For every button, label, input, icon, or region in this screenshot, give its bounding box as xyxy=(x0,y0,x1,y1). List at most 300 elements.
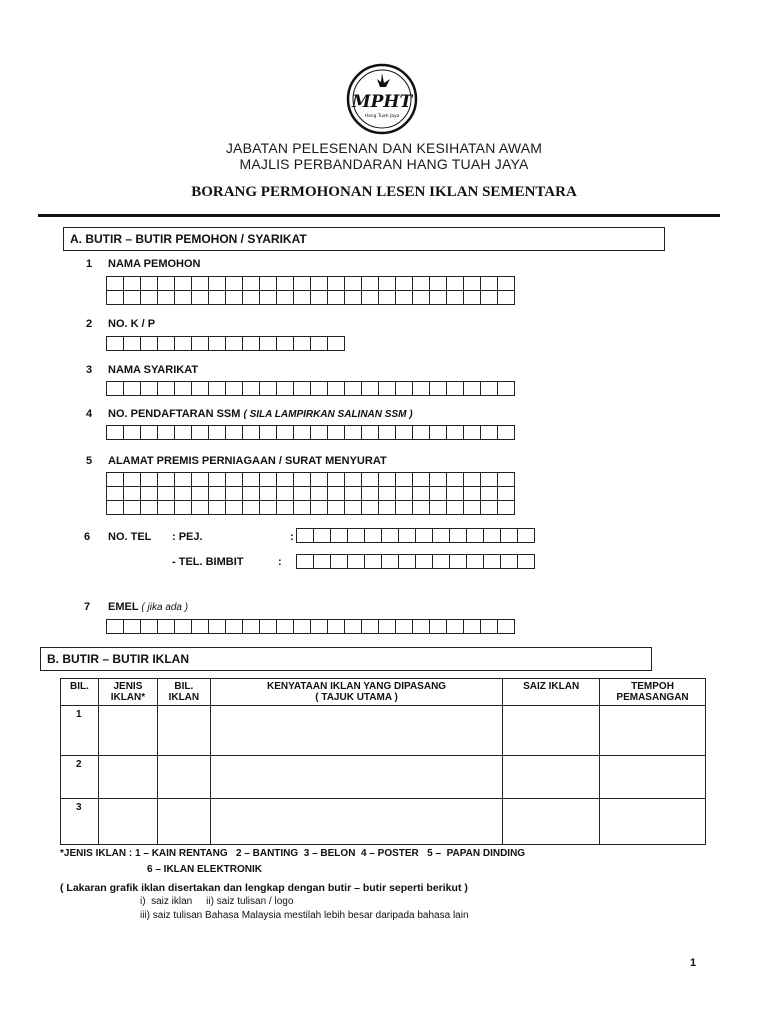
char-box[interactable] xyxy=(107,620,124,634)
char-box[interactable] xyxy=(365,555,382,569)
char-box[interactable] xyxy=(447,620,464,634)
char-box[interactable] xyxy=(379,473,396,487)
char-box[interactable] xyxy=(226,277,243,291)
char-box[interactable] xyxy=(328,473,345,487)
grid-row xyxy=(107,337,345,351)
field-label-nama-syarikat: NAMA SYARIKAT xyxy=(108,364,199,376)
char-box[interactable] xyxy=(175,487,192,501)
char-box[interactable] xyxy=(379,426,396,440)
field-label-nama-pemohon: NAMA PEMOHON xyxy=(108,258,201,270)
char-box[interactable] xyxy=(192,487,209,501)
char-box[interactable] xyxy=(311,382,328,396)
char-box[interactable] xyxy=(192,426,209,440)
char-box[interactable] xyxy=(277,473,294,487)
cell-kenyataan[interactable] xyxy=(210,799,502,845)
grid-row xyxy=(107,426,515,440)
grid-row xyxy=(107,487,515,501)
char-box[interactable] xyxy=(396,277,413,291)
char-box[interactable] xyxy=(447,382,464,396)
char-box[interactable] xyxy=(498,473,515,487)
char-box[interactable] xyxy=(382,529,399,543)
char-box[interactable] xyxy=(365,529,382,543)
field-label-pejabat: : PEJ. xyxy=(172,531,203,543)
field-number: 3 xyxy=(86,364,93,376)
input-grid-no-ssm[interactable] xyxy=(106,425,515,440)
char-box[interactable] xyxy=(175,473,192,487)
cell-kenyataan[interactable] xyxy=(210,756,502,799)
field-number: 2 xyxy=(86,318,93,330)
char-box[interactable] xyxy=(498,426,515,440)
field-number: 6 xyxy=(84,531,91,543)
col-header-tempoh: TEMPOH PEMASANGAN xyxy=(600,679,706,706)
char-box[interactable] xyxy=(243,291,260,305)
char-box[interactable] xyxy=(124,487,141,501)
char-box[interactable] xyxy=(328,382,345,396)
char-box[interactable] xyxy=(382,555,399,569)
char-box[interactable] xyxy=(243,382,260,396)
char-box[interactable] xyxy=(311,487,328,501)
char-box[interactable] xyxy=(311,337,328,351)
cell-saiz[interactable] xyxy=(503,799,600,845)
char-box[interactable] xyxy=(314,555,331,569)
char-box[interactable] xyxy=(396,487,413,501)
char-box[interactable] xyxy=(175,501,192,515)
cell-jenis-iklan[interactable] xyxy=(98,756,157,799)
char-box[interactable] xyxy=(413,473,430,487)
char-box[interactable] xyxy=(192,277,209,291)
council-logo xyxy=(346,63,418,135)
char-box[interactable] xyxy=(175,337,192,351)
char-box[interactable] xyxy=(294,620,311,634)
char-box[interactable] xyxy=(396,291,413,305)
char-box[interactable] xyxy=(447,487,464,501)
char-box[interactable] xyxy=(501,555,518,569)
char-box[interactable] xyxy=(141,620,158,634)
char-box[interactable] xyxy=(141,382,158,396)
char-box[interactable] xyxy=(518,555,535,569)
char-box[interactable] xyxy=(311,277,328,291)
char-box[interactable] xyxy=(192,291,209,305)
char-box[interactable] xyxy=(379,501,396,515)
input-grid-nama-pemohon[interactable] xyxy=(106,276,515,305)
char-box[interactable] xyxy=(311,620,328,634)
input-grid-tel-bimbit[interactable] xyxy=(296,554,535,569)
char-box[interactable] xyxy=(416,555,433,569)
char-box[interactable] xyxy=(294,473,311,487)
cell-saiz[interactable] xyxy=(503,756,600,799)
char-box[interactable] xyxy=(345,277,362,291)
cell-bil-iklan[interactable] xyxy=(157,706,210,756)
char-box[interactable] xyxy=(433,555,450,569)
char-box[interactable] xyxy=(481,277,498,291)
char-box[interactable] xyxy=(481,382,498,396)
table-row xyxy=(61,756,706,799)
char-box[interactable] xyxy=(450,529,467,543)
char-box[interactable] xyxy=(447,277,464,291)
char-box[interactable] xyxy=(209,501,226,515)
advert-details-table xyxy=(60,678,706,845)
char-box[interactable] xyxy=(175,426,192,440)
char-box[interactable] xyxy=(277,277,294,291)
char-box[interactable] xyxy=(226,382,243,396)
char-box[interactable] xyxy=(328,501,345,515)
char-box[interactable] xyxy=(226,337,243,351)
char-box[interactable] xyxy=(311,426,328,440)
char-box[interactable] xyxy=(209,487,226,501)
char-box[interactable] xyxy=(430,277,447,291)
char-box[interactable] xyxy=(260,501,277,515)
char-box[interactable] xyxy=(328,277,345,291)
cell-jenis-iklan[interactable] xyxy=(98,799,157,845)
char-box[interactable] xyxy=(464,473,481,487)
input-grid-nama-syarikat[interactable] xyxy=(106,381,515,396)
char-box[interactable] xyxy=(192,382,209,396)
char-box[interactable] xyxy=(243,426,260,440)
char-box[interactable] xyxy=(277,337,294,351)
char-box[interactable] xyxy=(484,555,501,569)
char-box[interactable] xyxy=(158,487,175,501)
char-box[interactable] xyxy=(209,337,226,351)
char-box[interactable] xyxy=(277,501,294,515)
char-box[interactable] xyxy=(260,337,277,351)
grid-row xyxy=(107,382,515,396)
lakaran-item-2: iii) saiz tulisan Bahasa Malaysia mestilah lebih besar daripada bahasa lain xyxy=(140,910,469,921)
char-box[interactable] xyxy=(243,620,260,634)
char-box[interactable] xyxy=(209,620,226,634)
char-box[interactable] xyxy=(294,337,311,351)
char-box[interactable] xyxy=(345,620,362,634)
char-box[interactable] xyxy=(396,501,413,515)
char-box[interactable] xyxy=(348,555,365,569)
char-box[interactable] xyxy=(379,487,396,501)
char-box[interactable] xyxy=(226,426,243,440)
char-box[interactable] xyxy=(464,291,481,305)
char-box[interactable] xyxy=(498,277,515,291)
kenyataan-title: KENYATAAN IKLAN YANG DIPASANG xyxy=(266,681,447,692)
char-box[interactable] xyxy=(348,529,365,543)
char-box[interactable] xyxy=(260,277,277,291)
char-box[interactable] xyxy=(447,501,464,515)
char-box[interactable] xyxy=(416,529,433,543)
char-box[interactable] xyxy=(413,277,430,291)
char-box[interactable] xyxy=(260,291,277,305)
char-box[interactable] xyxy=(107,426,124,440)
char-box[interactable] xyxy=(107,337,124,351)
char-box[interactable] xyxy=(447,473,464,487)
kenyataan-subtitle: ( TAJUK UTAMA ) xyxy=(315,692,398,703)
char-box[interactable] xyxy=(396,382,413,396)
section-b-header: B. BUTIR – BUTIR IKLAN xyxy=(40,647,652,671)
char-box[interactable] xyxy=(481,487,498,501)
char-box[interactable] xyxy=(124,291,141,305)
char-box[interactable] xyxy=(379,620,396,634)
char-box[interactable] xyxy=(311,473,328,487)
char-box[interactable] xyxy=(124,277,141,291)
char-box[interactable] xyxy=(481,291,498,305)
char-box[interactable] xyxy=(260,382,277,396)
input-grid-no-kp[interactable] xyxy=(106,336,345,351)
char-box[interactable] xyxy=(481,501,498,515)
char-box[interactable] xyxy=(107,382,124,396)
char-box[interactable] xyxy=(498,487,515,501)
char-box[interactable] xyxy=(294,382,311,396)
grid-row xyxy=(107,291,515,305)
char-box[interactable] xyxy=(447,426,464,440)
char-box[interactable] xyxy=(107,291,124,305)
char-box[interactable] xyxy=(379,382,396,396)
input-grid-emel[interactable] xyxy=(106,619,515,634)
char-box[interactable] xyxy=(362,620,379,634)
char-box[interactable] xyxy=(396,426,413,440)
char-box[interactable] xyxy=(314,529,331,543)
char-box[interactable] xyxy=(464,382,481,396)
char-box[interactable] xyxy=(481,426,498,440)
grid-row xyxy=(107,277,515,291)
char-box[interactable] xyxy=(328,487,345,501)
char-box[interactable] xyxy=(331,529,348,543)
char-box[interactable] xyxy=(141,473,158,487)
char-box[interactable] xyxy=(158,426,175,440)
char-box[interactable] xyxy=(467,529,484,543)
char-box[interactable] xyxy=(226,291,243,305)
char-box[interactable] xyxy=(345,487,362,501)
char-box[interactable] xyxy=(311,501,328,515)
char-box[interactable] xyxy=(192,473,209,487)
char-box[interactable] xyxy=(124,473,141,487)
char-box[interactable] xyxy=(464,277,481,291)
char-box[interactable] xyxy=(141,487,158,501)
char-box[interactable] xyxy=(331,555,348,569)
char-box[interactable] xyxy=(294,426,311,440)
char-box[interactable] xyxy=(464,501,481,515)
char-box[interactable] xyxy=(362,426,379,440)
char-box[interactable] xyxy=(498,382,515,396)
char-box[interactable] xyxy=(209,277,226,291)
cell-saiz[interactable] xyxy=(503,706,600,756)
emel-label-text: EMEL xyxy=(108,601,139,613)
char-box[interactable] xyxy=(124,382,141,396)
ssm-label-text: NO. PENDAFTARAN SSM xyxy=(108,408,241,420)
emel-note: ( jika ada ) xyxy=(141,602,189,613)
char-box[interactable] xyxy=(158,382,175,396)
char-box[interactable] xyxy=(141,277,158,291)
char-box[interactable] xyxy=(450,555,467,569)
char-box[interactable] xyxy=(430,487,447,501)
char-box[interactable] xyxy=(362,382,379,396)
char-box[interactable] xyxy=(362,501,379,515)
cell-jenis-iklan[interactable] xyxy=(98,706,157,756)
char-box[interactable] xyxy=(345,501,362,515)
char-box[interactable] xyxy=(209,426,226,440)
department-name: JABATAN PELESENAN DAN KESIHATAN AWAM xyxy=(225,140,543,156)
char-box[interactable] xyxy=(277,291,294,305)
char-box[interactable] xyxy=(518,529,535,543)
cell-tempoh[interactable] xyxy=(600,706,706,756)
char-box[interactable] xyxy=(362,291,379,305)
char-box[interactable] xyxy=(243,501,260,515)
char-box[interactable] xyxy=(467,555,484,569)
char-box[interactable] xyxy=(124,501,141,515)
char-box[interactable] xyxy=(226,501,243,515)
char-box[interactable] xyxy=(226,620,243,634)
char-box[interactable] xyxy=(297,555,314,569)
char-box[interactable] xyxy=(294,277,311,291)
char-box[interactable] xyxy=(243,277,260,291)
char-box[interactable] xyxy=(175,382,192,396)
field-number: 4 xyxy=(86,408,93,420)
char-box[interactable] xyxy=(226,473,243,487)
jenis-iklan-legend: *JENIS IKLAN : 1 – KAIN RENTANG 2 – BANTING 3 – BELON 4 – POSTER 5 – PAPAN DINDING xyxy=(60,848,526,859)
char-box[interactable] xyxy=(175,620,192,634)
char-box[interactable] xyxy=(328,337,345,351)
char-box[interactable] xyxy=(311,291,328,305)
char-box[interactable] xyxy=(413,501,430,515)
char-box[interactable] xyxy=(260,620,277,634)
input-grid-alamat[interactable] xyxy=(106,472,515,515)
field-label-tel-bimbit: - TEL. BIMBIT xyxy=(172,556,244,568)
lakaran-item-1: i) saiz iklan ii) saiz tulisan / logo xyxy=(140,896,294,907)
char-box[interactable] xyxy=(107,487,124,501)
char-box[interactable] xyxy=(294,487,311,501)
char-box[interactable] xyxy=(107,473,124,487)
char-box[interactable] xyxy=(226,487,243,501)
char-box[interactable] xyxy=(362,277,379,291)
char-box[interactable] xyxy=(481,620,498,634)
council-name: MAJLIS PERBANDARAN HANG TUAH JAYA xyxy=(239,156,529,172)
char-box[interactable] xyxy=(107,277,124,291)
char-box[interactable] xyxy=(124,337,141,351)
row-number: 3 xyxy=(61,799,99,845)
char-box[interactable] xyxy=(413,382,430,396)
char-box[interactable] xyxy=(501,529,518,543)
char-box[interactable] xyxy=(192,501,209,515)
char-box[interactable] xyxy=(498,620,515,634)
char-box[interactable] xyxy=(498,501,515,515)
char-box[interactable] xyxy=(484,529,501,543)
char-box[interactable] xyxy=(260,426,277,440)
char-box[interactable] xyxy=(379,277,396,291)
char-box[interactable] xyxy=(328,291,345,305)
char-box[interactable] xyxy=(430,382,447,396)
char-box[interactable] xyxy=(464,487,481,501)
char-box[interactable] xyxy=(328,426,345,440)
ssm-note: ( SILA LAMPIRKAN SALINAN SSM ) xyxy=(243,409,413,420)
char-box[interactable] xyxy=(294,291,311,305)
char-box[interactable] xyxy=(175,291,192,305)
char-box[interactable] xyxy=(399,555,416,569)
table-row xyxy=(61,706,706,756)
char-box[interactable] xyxy=(277,487,294,501)
char-box[interactable] xyxy=(175,277,192,291)
char-box[interactable] xyxy=(345,382,362,396)
char-box[interactable] xyxy=(430,620,447,634)
input-grid-tel-pejabat[interactable] xyxy=(296,528,535,543)
char-box[interactable] xyxy=(481,473,498,487)
char-box[interactable] xyxy=(277,620,294,634)
char-box[interactable] xyxy=(413,487,430,501)
char-box[interactable] xyxy=(243,487,260,501)
char-box[interactable] xyxy=(192,620,209,634)
grid-row xyxy=(297,555,535,569)
char-box[interactable] xyxy=(107,501,124,515)
char-box[interactable] xyxy=(413,291,430,305)
char-box[interactable] xyxy=(345,473,362,487)
char-box[interactable] xyxy=(209,473,226,487)
char-box[interactable] xyxy=(243,473,260,487)
char-box[interactable] xyxy=(158,620,175,634)
char-box[interactable] xyxy=(430,426,447,440)
cell-bil-iklan[interactable] xyxy=(157,799,210,845)
char-box[interactable] xyxy=(464,620,481,634)
char-box[interactable] xyxy=(430,501,447,515)
char-box[interactable] xyxy=(396,473,413,487)
char-box[interactable] xyxy=(294,501,311,515)
char-box[interactable] xyxy=(158,277,175,291)
col-header-jenis-iklan: JENIS IKLAN* xyxy=(98,679,157,706)
cell-bil-iklan[interactable] xyxy=(157,756,210,799)
cell-kenyataan[interactable] xyxy=(210,706,502,756)
char-box[interactable] xyxy=(209,291,226,305)
char-box[interactable] xyxy=(209,382,226,396)
char-box[interactable] xyxy=(141,501,158,515)
colon: : xyxy=(290,531,294,543)
field-label-emel xyxy=(108,601,188,613)
col-header-saiz: SAIZ IKLAN xyxy=(503,679,600,706)
char-box[interactable] xyxy=(328,620,345,634)
char-box[interactable] xyxy=(260,487,277,501)
char-box[interactable] xyxy=(362,487,379,501)
char-box[interactable] xyxy=(430,291,447,305)
char-box[interactable] xyxy=(141,426,158,440)
char-box[interactable] xyxy=(413,426,430,440)
char-box[interactable] xyxy=(399,529,416,543)
char-box[interactable] xyxy=(124,620,141,634)
char-box[interactable] xyxy=(277,426,294,440)
cell-tempoh[interactable] xyxy=(600,799,706,845)
char-box[interactable] xyxy=(433,529,450,543)
char-box[interactable] xyxy=(362,473,379,487)
char-box[interactable] xyxy=(124,426,141,440)
field-label-no-ssm xyxy=(108,408,413,420)
col-header-kenyataan xyxy=(210,679,502,706)
char-box[interactable] xyxy=(158,501,175,515)
char-box[interactable] xyxy=(243,337,260,351)
char-box[interactable] xyxy=(297,529,314,543)
char-box[interactable] xyxy=(447,291,464,305)
cell-tempoh[interactable] xyxy=(600,756,706,799)
char-box[interactable] xyxy=(396,620,413,634)
char-box[interactable] xyxy=(192,337,209,351)
char-box[interactable] xyxy=(464,426,481,440)
char-box[interactable] xyxy=(141,291,158,305)
char-box[interactable] xyxy=(158,473,175,487)
char-box[interactable] xyxy=(379,291,396,305)
char-box[interactable] xyxy=(498,291,515,305)
field-label-no-tel: NO. TEL xyxy=(108,531,152,543)
svg-text:MPHT: MPHT xyxy=(351,92,413,112)
svg-text:Hang Tuah Jaya: Hang Tuah Jaya xyxy=(364,114,400,119)
char-box[interactable] xyxy=(158,337,175,351)
char-box[interactable] xyxy=(345,291,362,305)
char-box[interactable] xyxy=(413,620,430,634)
char-box[interactable] xyxy=(260,473,277,487)
char-box[interactable] xyxy=(345,426,362,440)
grid-row xyxy=(107,473,515,487)
char-box[interactable] xyxy=(158,291,175,305)
char-box[interactable] xyxy=(141,337,158,351)
char-box[interactable] xyxy=(430,473,447,487)
char-box[interactable] xyxy=(277,382,294,396)
